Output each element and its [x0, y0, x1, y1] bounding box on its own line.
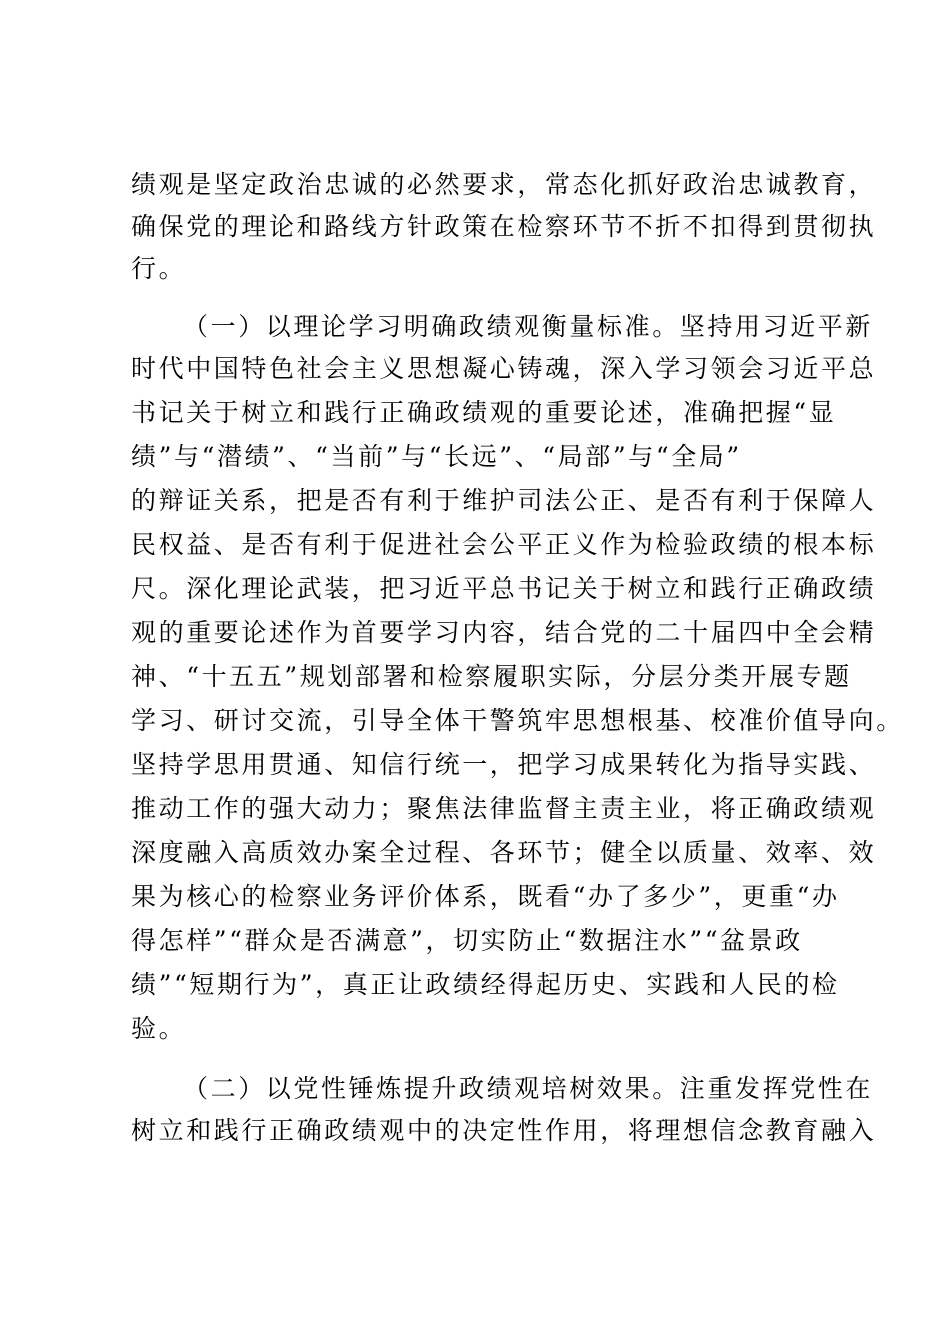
text-line-13: 学习、研讨交流，引导全体干警筑牢思想根基、校准价值导向。: [131, 706, 904, 735]
text-line-15: 推动工作的强大动力；聚焦法律监督主责主业，将正确政绩观: [131, 794, 877, 823]
text-line-16: 深度融入高质效办案全过程、各环节；健全以质量、效率、效: [131, 838, 877, 867]
text-line-10: 尺。深化理论武装，把习近平总书记关于树立和践行正确政绩: [131, 574, 877, 603]
text-line-20: 验。: [131, 1014, 187, 1043]
text-line-5: 时代中国特色社会主义思想凝心铸魂，深入学习领会习近平总: [131, 354, 877, 383]
section-two-heading-line: （二）以党性锤炼提升政绩观培树效果。注重发挥党性在: [183, 1074, 874, 1103]
text-line-1: 绩观是坚定政治忠诚的必然要求，常态化抓好政治忠诚教育，: [131, 170, 877, 199]
text-line-2: 确保党的理论和路线方针政策在检察环节不折不扣得到贯彻执: [131, 212, 877, 241]
text-line-6: 书记关于树立和践行正确政绩观的重要论述，准确把握“显: [131, 398, 837, 427]
text-line-14: 坚持学思用贯通、知信行统一，把学习成果转化为指导实践、: [131, 750, 877, 779]
text-line-3: 行。: [131, 254, 187, 283]
text-line-19: 绩”“短期行为”，真正让政绩经得起历史、实践和人民的检: [131, 970, 840, 999]
text-line-7: 绩”与“潜绩”、“当前”与“长远”、“局部”与“全局”: [131, 442, 742, 471]
text-line-8: 的辩证关系，把是否有利于维护司法公正、是否有利于保障人: [131, 486, 877, 515]
text-line-18: 得怎样”“群众是否满意”，切实防止“数据注水”“盆景政: [131, 926, 803, 955]
text-line-11: 观的重要论述作为首要学习内容，结合党的二十届四中全会精: [131, 618, 877, 647]
text-line-12: 神、“十五五”规划部署和检察履职实际，分层分类开展专题: [131, 662, 852, 691]
text-line-9: 民权益、是否有利于促进社会公平正义作为检验政绩的根本标: [131, 530, 877, 559]
text-line-22: 树立和践行正确政绩观中的决定性作用，将理想信念教育融入: [131, 1116, 877, 1145]
text-line-17: 果为核心的检察业务评价体系，既看“办了多少”，更重“办: [131, 882, 840, 911]
section-one-heading-line: （一）以理论学习明确政绩观衡量标准。坚持用习近平新: [183, 312, 874, 341]
